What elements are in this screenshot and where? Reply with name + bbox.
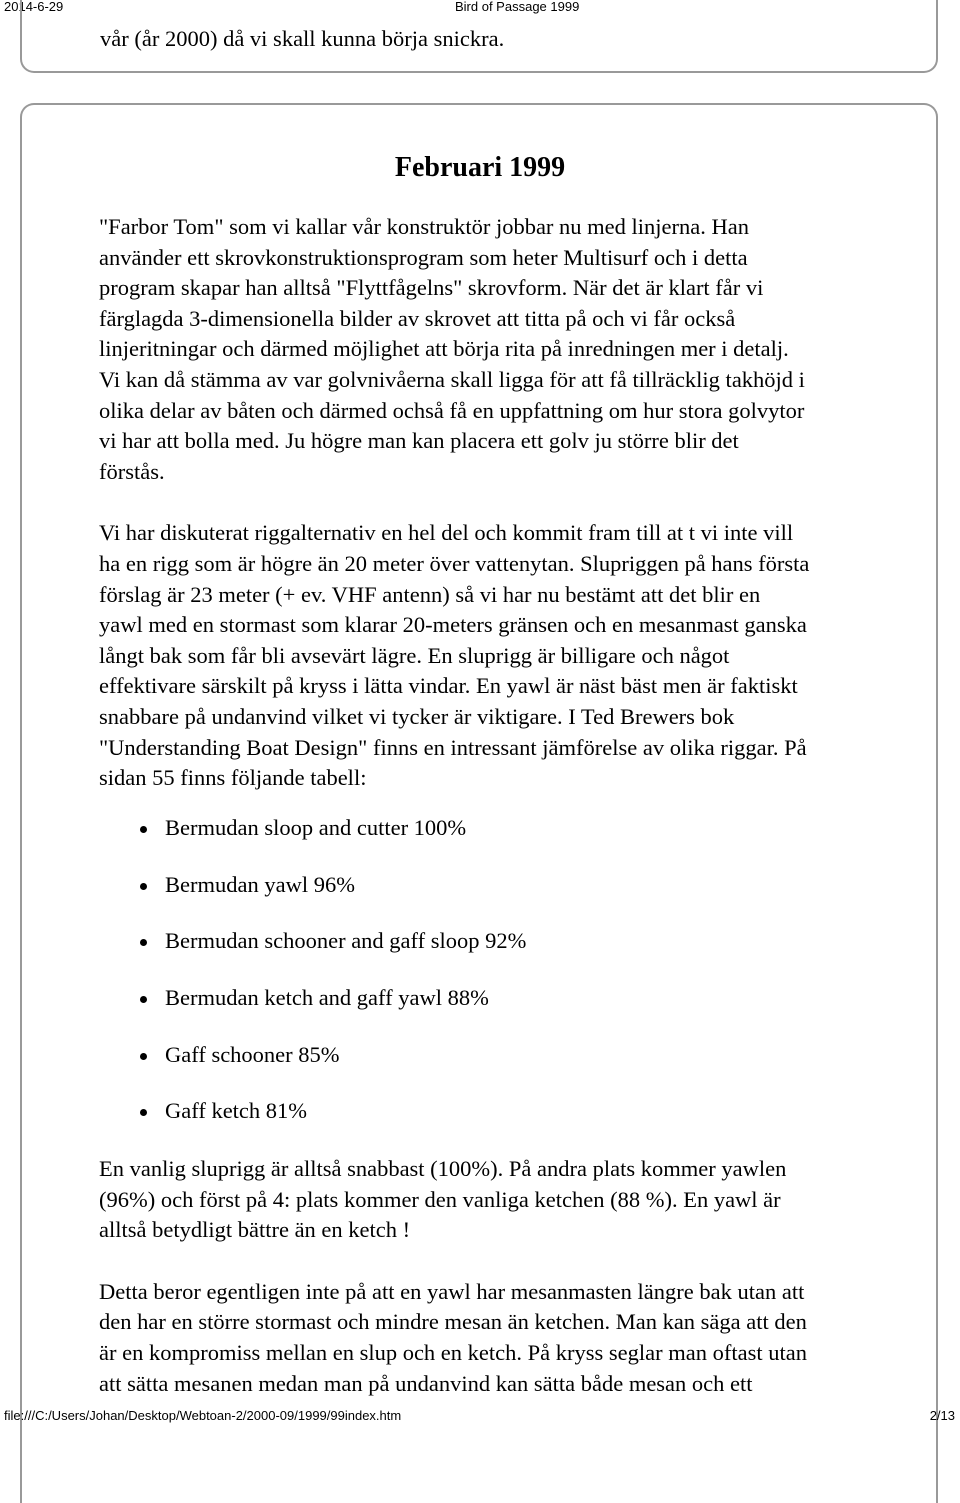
list-item-label: Bermudan ketch and gaff yawl 88% — [165, 985, 489, 1011]
paragraph-rigging — [99, 518, 939, 793]
paragraph-explanation — [99, 1277, 939, 1399]
text-line: vi har att bolla med. Ju högre man kan placera ett golv ju större blir det — [99, 428, 739, 454]
section-heading: Februari 1999 — [394, 152, 566, 183]
bullet-icon — [140, 996, 147, 1003]
text-line: ha en rigg som är högre än 20 meter över vattenytan. Slupriggen på hans första — [99, 550, 810, 576]
list-item — [99, 1040, 526, 1097]
text-line: Vi har diskuterat riggalternativ en hel del och kommit fram till at t vi inte vill — [99, 520, 794, 546]
text-line: långt bak som får bli avsevärt lägre. En sluprigg är billigare och något — [99, 642, 730, 668]
text-line: sidan 55 finns följande tabell: — [99, 765, 367, 791]
text-line: den har en större stormast och mindre mesan än ketchen. Man kan säga att den — [99, 1309, 807, 1335]
list-item-label: Bermudan yawl 96% — [165, 871, 355, 897]
text-line: linjeritningar och därmed möjlighet att börja rita på inredningen mer i detalj. — [99, 336, 789, 362]
text-line: är en kompromiss mellan en slup och en ketch. På kryss seglar man oftast utan — [99, 1339, 807, 1365]
section-body-continued — [99, 1154, 939, 1399]
text-line: "Understanding Boat Design" finns en intressant jämförelse av olika riggar. På — [99, 734, 807, 760]
paragraph-conclusion — [99, 1154, 939, 1246]
bullet-icon — [140, 1053, 147, 1060]
print-footer-page-number: 2/13 — [929, 1408, 955, 1423]
section-body — [99, 212, 939, 794]
list-item — [99, 870, 526, 927]
print-header-title: Bird of Passage 1999 — [455, 0, 580, 14]
paragraph-design — [99, 212, 939, 487]
bullet-icon — [140, 939, 147, 946]
text-line: (96%) och först på 4: plats kommer den vanliga ketchen (88 %). En yawl är — [99, 1186, 781, 1212]
text-line: program skapar han alltså "Flyttfågelns" skrovform. När det är klart får vi — [99, 275, 764, 301]
text-line: färglagda 3-dimensionella bilder av skrovet att titta på och vi får också — [99, 305, 736, 331]
list-item — [99, 926, 526, 983]
print-header-date: 2014-6-29 — [4, 0, 64, 14]
text-line: effektivare särskilt på kryss i lätta vindar. En yawl är näst bäst men är faktiskt — [99, 673, 798, 699]
list-item-label: Gaff schooner 85% — [165, 1041, 340, 1067]
list-item — [99, 1096, 526, 1153]
list-item — [99, 813, 526, 870]
list-item-label: Bermudan schooner and gaff sloop 92% — [165, 928, 527, 954]
text-line: snabbare på undanvind vilket vi tycker är viktigare. I Ted Brewers bok — [99, 703, 735, 729]
bullet-icon — [140, 1109, 147, 1116]
list-item-label: Bermudan sloop and cutter 100% — [165, 815, 467, 840]
bullet-icon — [140, 883, 147, 890]
text-line: förslag är 23 meter (+ ev. VHF antenn) så vi har nu bestämt att det blir en — [99, 581, 761, 607]
text-line: att sätta mesanen medan man på undanvind kan sätta både mesan och ett — [99, 1370, 753, 1396]
text-line: "Farbor Tom" som vi kallar vår konstruktör jobbar nu med linjerna. Han — [99, 214, 749, 239]
continued-text-line: vår (år 2000) då vi skall kunna börja snickra. — [100, 26, 505, 51]
rig-efficiency-list — [99, 813, 526, 1153]
text-line: använder ett skrovkonstruktionsprogram som heter Multisurf och i detta — [99, 244, 748, 270]
text-line: yawl med en stormast som klarar 20-meters gränsen och en mesanmast ganska — [99, 612, 807, 638]
print-footer-path: file:///C:/Users/Johan/Desktop/Webtoan-2/2000-09/1999/99index.htm — [4, 1408, 402, 1423]
text-line: olika delar av båten och därmed ochså få en uppfattning om hur stora golvytor — [99, 397, 805, 423]
text-line: förstås. — [99, 458, 165, 484]
text-line: alltså betydligt bättre än en ketch ! — [99, 1217, 411, 1243]
text-line: Detta beror egentligen inte på att en yawl har mesanmasten längre bak utan att — [99, 1278, 805, 1304]
bullet-icon — [140, 826, 147, 833]
list-item — [99, 983, 526, 1040]
list-item-label: Gaff ketch 81% — [165, 1098, 308, 1124]
text-line: Vi kan då stämma av var golvnivåerna skall ligga för att få tillräcklig takhöjd i — [99, 366, 805, 392]
text-line: En vanlig sluprigg är alltså snabbast (100%). På andra plats kommer yawlen — [99, 1156, 787, 1181]
